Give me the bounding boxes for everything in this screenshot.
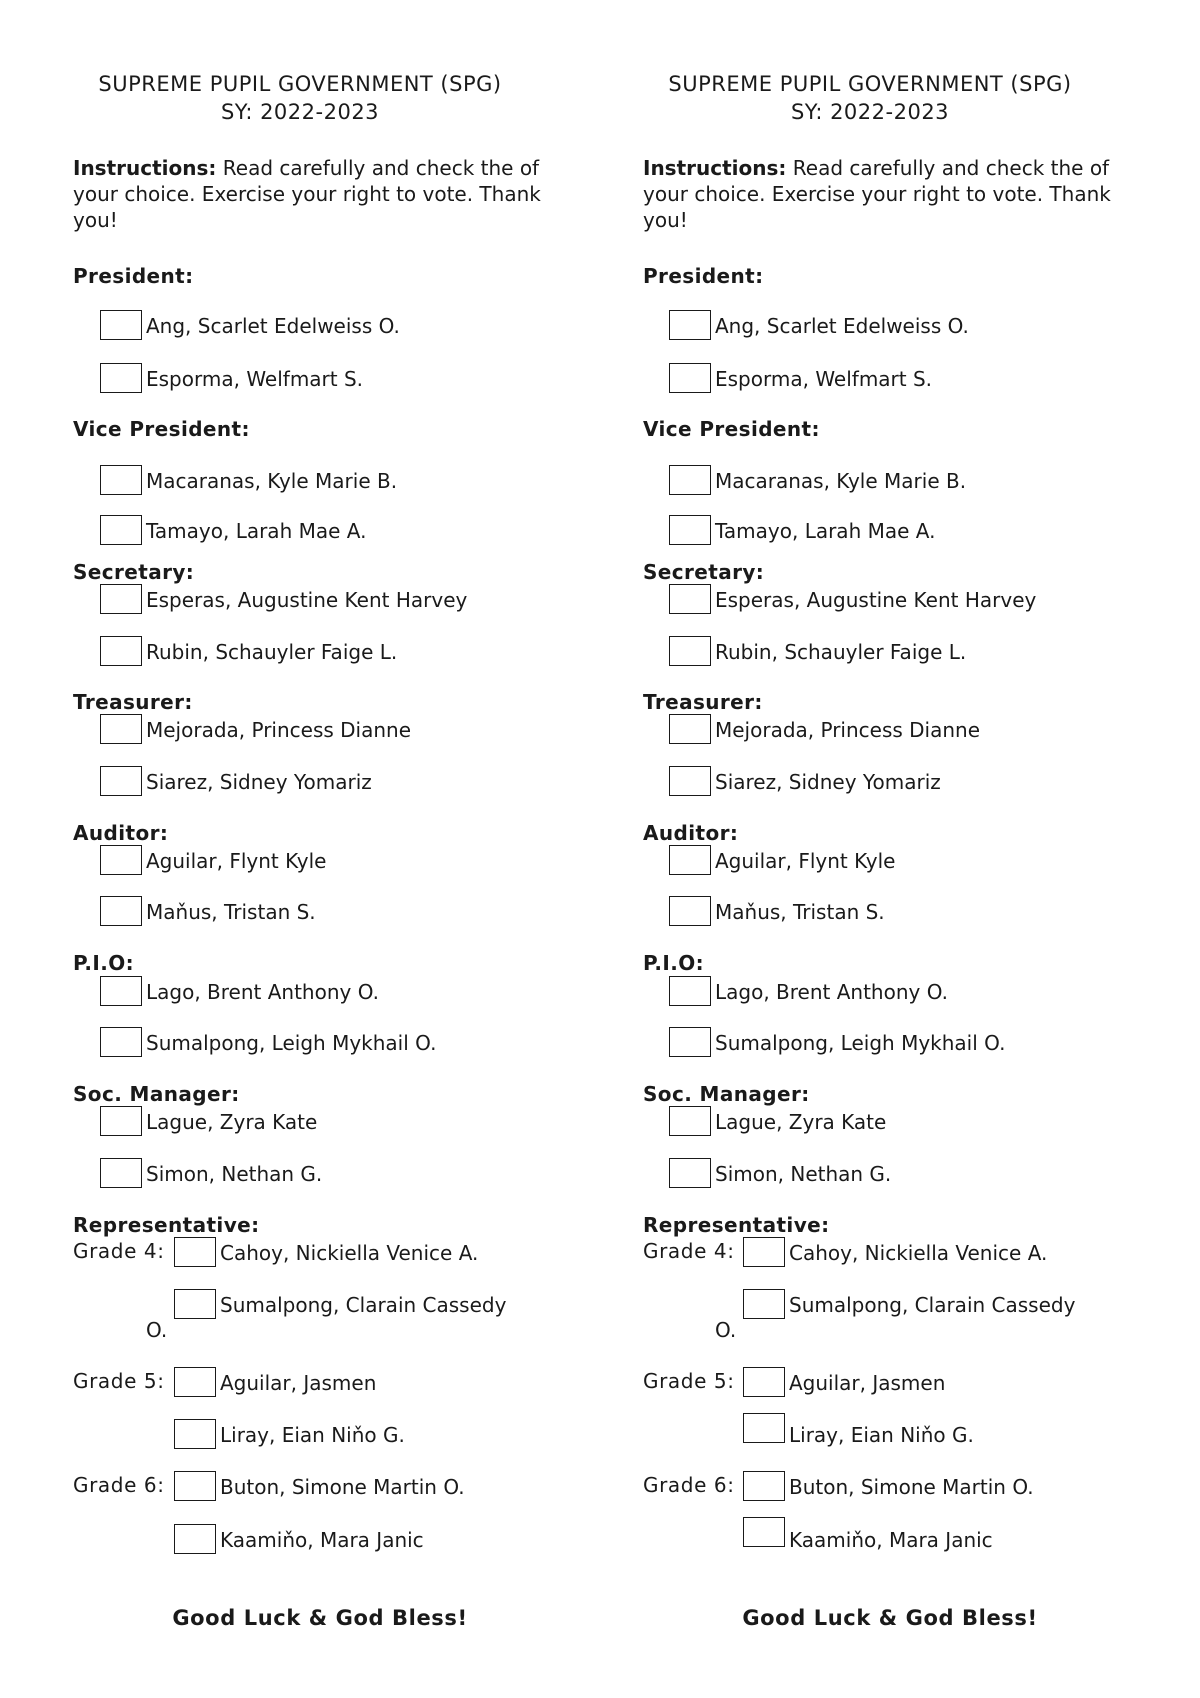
- candidate-name: Cahoy, Nickiella Venice A.: [220, 1241, 479, 1265]
- vote-checkbox[interactable]: [669, 363, 711, 393]
- vote-checkbox[interactable]: [743, 1517, 785, 1547]
- vote-checkbox[interactable]: [669, 896, 711, 926]
- instructions: [643, 155, 1133, 233]
- vote-checkbox[interactable]: [669, 1106, 711, 1136]
- title-line-2: SY: 2022-2023: [220, 100, 380, 124]
- position-soc-manager: Soc. Manager:: [643, 1082, 810, 1106]
- candidate-name: Tamayo, Larah Mae A.: [715, 519, 936, 543]
- position-vice-president: Vice President:: [643, 417, 820, 441]
- position-president: President:: [73, 264, 194, 288]
- vote-checkbox[interactable]: [743, 1471, 785, 1501]
- position-treasurer: Treasurer:: [73, 690, 193, 714]
- footer-blessing: Good Luck & God Bless!: [742, 1606, 1038, 1630]
- ballot-left: [0, 0, 560, 1698]
- vote-checkbox[interactable]: [669, 584, 711, 614]
- vote-checkbox[interactable]: [669, 636, 711, 666]
- vote-checkbox[interactable]: [100, 584, 142, 614]
- vote-checkbox[interactable]: [669, 845, 711, 875]
- candidate-name: Lague, Zyra Kate: [146, 1110, 318, 1134]
- position-secretary: Secretary:: [73, 560, 195, 584]
- vote-checkbox[interactable]: [174, 1289, 216, 1319]
- candidate-name: Aguilar, Flynt Kyle: [146, 849, 327, 873]
- candidate-name: Esperas, Augustine Kent Harvey: [715, 588, 1037, 612]
- vote-checkbox[interactable]: [669, 1158, 711, 1188]
- position-pio: P.I.O:: [643, 951, 705, 975]
- vote-checkbox[interactable]: [669, 1027, 711, 1057]
- grade-4-label: Grade 4:: [643, 1239, 735, 1263]
- title-line-1: SUPREME PUPIL GOVERNMENT (SPG): [668, 72, 1072, 96]
- position-vice-president: Vice President:: [73, 417, 250, 441]
- instructions-text: Read carefully and check the of your choice. Exercise your right to vote. Thank you!: [73, 156, 541, 232]
- title-line-1: SUPREME PUPIL GOVERNMENT (SPG): [98, 72, 502, 96]
- position-secretary: Secretary:: [643, 560, 765, 584]
- candidate-name: Sumalpong, Clarain Cassedy: [789, 1293, 1076, 1317]
- candidate-name: Rubin, Schauyler Faige L.: [146, 640, 398, 664]
- ballot-right: [570, 0, 1130, 1698]
- ballot-title: [40, 70, 560, 126]
- vote-checkbox[interactable]: [174, 1471, 216, 1501]
- vote-checkbox[interactable]: [100, 766, 142, 796]
- vote-checkbox[interactable]: [174, 1419, 216, 1449]
- position-soc-manager: Soc. Manager:: [73, 1082, 240, 1106]
- candidate-name: Aguilar, Flynt Kyle: [715, 849, 896, 873]
- candidate-name: Sumalpong, Clarain Cassedy: [220, 1293, 507, 1317]
- candidate-name: Sumalpong, Leigh Mykhail O.: [146, 1031, 437, 1055]
- candidate-name: Lague, Zyra Kate: [715, 1110, 887, 1134]
- candidate-name: Mejorada, Princess Dianne: [715, 718, 981, 742]
- instructions-label: Instructions:: [643, 156, 787, 180]
- position-treasurer: Treasurer:: [643, 690, 763, 714]
- candidate-name: Maňus, Tristan S.: [715, 900, 885, 924]
- vote-checkbox[interactable]: [669, 766, 711, 796]
- vote-checkbox[interactable]: [100, 515, 142, 545]
- position-representative: Representative:: [643, 1213, 830, 1237]
- candidate-name: Esporma, Welfmart S.: [715, 367, 933, 391]
- vote-checkbox[interactable]: [174, 1524, 216, 1554]
- ballot-title: [610, 70, 1130, 126]
- grade-6-label: Grade 6:: [73, 1473, 165, 1497]
- position-representative: Representative:: [73, 1213, 260, 1237]
- vote-checkbox[interactable]: [100, 896, 142, 926]
- candidate-name: Kaamiňo, Mara Janic: [789, 1528, 993, 1552]
- vote-checkbox[interactable]: [743, 1237, 785, 1267]
- candidate-name: Lago, Brent Anthony O.: [715, 980, 948, 1004]
- candidate-name: Siarez, Sidney Yomariz: [715, 770, 941, 794]
- candidate-name: Aguilar, Jasmen: [789, 1371, 946, 1395]
- vote-checkbox[interactable]: [669, 976, 711, 1006]
- candidate-name: Rubin, Schauyler Faige L.: [715, 640, 967, 664]
- vote-checkbox[interactable]: [669, 515, 711, 545]
- candidate-name: Maňus, Tristan S.: [146, 900, 316, 924]
- vote-checkbox[interactable]: [743, 1413, 785, 1443]
- vote-checkbox[interactable]: [100, 465, 142, 495]
- candidate-name: Siarez, Sidney Yomariz: [146, 770, 372, 794]
- instructions: [73, 155, 563, 233]
- footer-blessing: Good Luck & God Bless!: [172, 1606, 468, 1630]
- candidate-name: Liray, Eian Niňo G.: [789, 1423, 974, 1447]
- position-pio: P.I.O:: [73, 951, 135, 975]
- vote-checkbox[interactable]: [100, 363, 142, 393]
- vote-checkbox[interactable]: [100, 310, 142, 340]
- candidate-name: Esporma, Welfmart S.: [146, 367, 364, 391]
- position-auditor: Auditor:: [643, 821, 739, 845]
- candidate-name: Ang, Scarlet Edelweiss O.: [715, 314, 969, 338]
- vote-checkbox[interactable]: [743, 1289, 785, 1319]
- vote-checkbox[interactable]: [669, 310, 711, 340]
- instructions-text: Read carefully and check the of your choice. Exercise your right to vote. Thank you!: [643, 156, 1111, 232]
- vote-checkbox[interactable]: [100, 976, 142, 1006]
- candidate-name: Buton, Simone Martin O.: [789, 1475, 1034, 1499]
- candidate-name: Cahoy, Nickiella Venice A.: [789, 1241, 1048, 1265]
- vote-checkbox[interactable]: [669, 465, 711, 495]
- vote-checkbox[interactable]: [100, 714, 142, 744]
- candidate-name: Liray, Eian Niňo G.: [220, 1423, 405, 1447]
- grade-5-label: Grade 5:: [73, 1369, 165, 1393]
- candidate-name: Aguilar, Jasmen: [220, 1371, 377, 1395]
- candidate-name-continuation: O.: [146, 1318, 168, 1342]
- grade-5-label: Grade 5:: [643, 1369, 735, 1393]
- candidate-name: Macaranas, Kyle Marie B.: [146, 469, 398, 493]
- vote-checkbox[interactable]: [100, 636, 142, 666]
- candidate-name: Kaamiňo, Mara Janic: [220, 1528, 424, 1552]
- vote-checkbox[interactable]: [174, 1367, 216, 1397]
- candidate-name: Mejorada, Princess Dianne: [146, 718, 412, 742]
- candidate-name-continuation: O.: [715, 1318, 737, 1342]
- vote-checkbox[interactable]: [743, 1367, 785, 1397]
- candidate-name: Esperas, Augustine Kent Harvey: [146, 588, 468, 612]
- position-president: President:: [643, 264, 764, 288]
- position-auditor: Auditor:: [73, 821, 169, 845]
- grade-6-label: Grade 6:: [643, 1473, 735, 1497]
- candidate-name: Macaranas, Kyle Marie B.: [715, 469, 967, 493]
- instructions-label: Instructions:: [73, 156, 217, 180]
- vote-checkbox[interactable]: [100, 1106, 142, 1136]
- vote-checkbox[interactable]: [100, 1158, 142, 1188]
- candidate-name: Simon, Nethan G.: [146, 1162, 323, 1186]
- candidate-name: Lago, Brent Anthony O.: [146, 980, 379, 1004]
- vote-checkbox[interactable]: [100, 845, 142, 875]
- candidate-name: Sumalpong, Leigh Mykhail O.: [715, 1031, 1006, 1055]
- candidate-name: Buton, Simone Martin O.: [220, 1475, 465, 1499]
- candidate-name: Simon, Nethan G.: [715, 1162, 892, 1186]
- title-line-2: SY: 2022-2023: [790, 100, 950, 124]
- grade-4-label: Grade 4:: [73, 1239, 165, 1263]
- candidate-name: Tamayo, Larah Mae A.: [146, 519, 367, 543]
- vote-checkbox[interactable]: [174, 1237, 216, 1267]
- candidate-name: Ang, Scarlet Edelweiss O.: [146, 314, 400, 338]
- vote-checkbox[interactable]: [100, 1027, 142, 1057]
- vote-checkbox[interactable]: [669, 714, 711, 744]
